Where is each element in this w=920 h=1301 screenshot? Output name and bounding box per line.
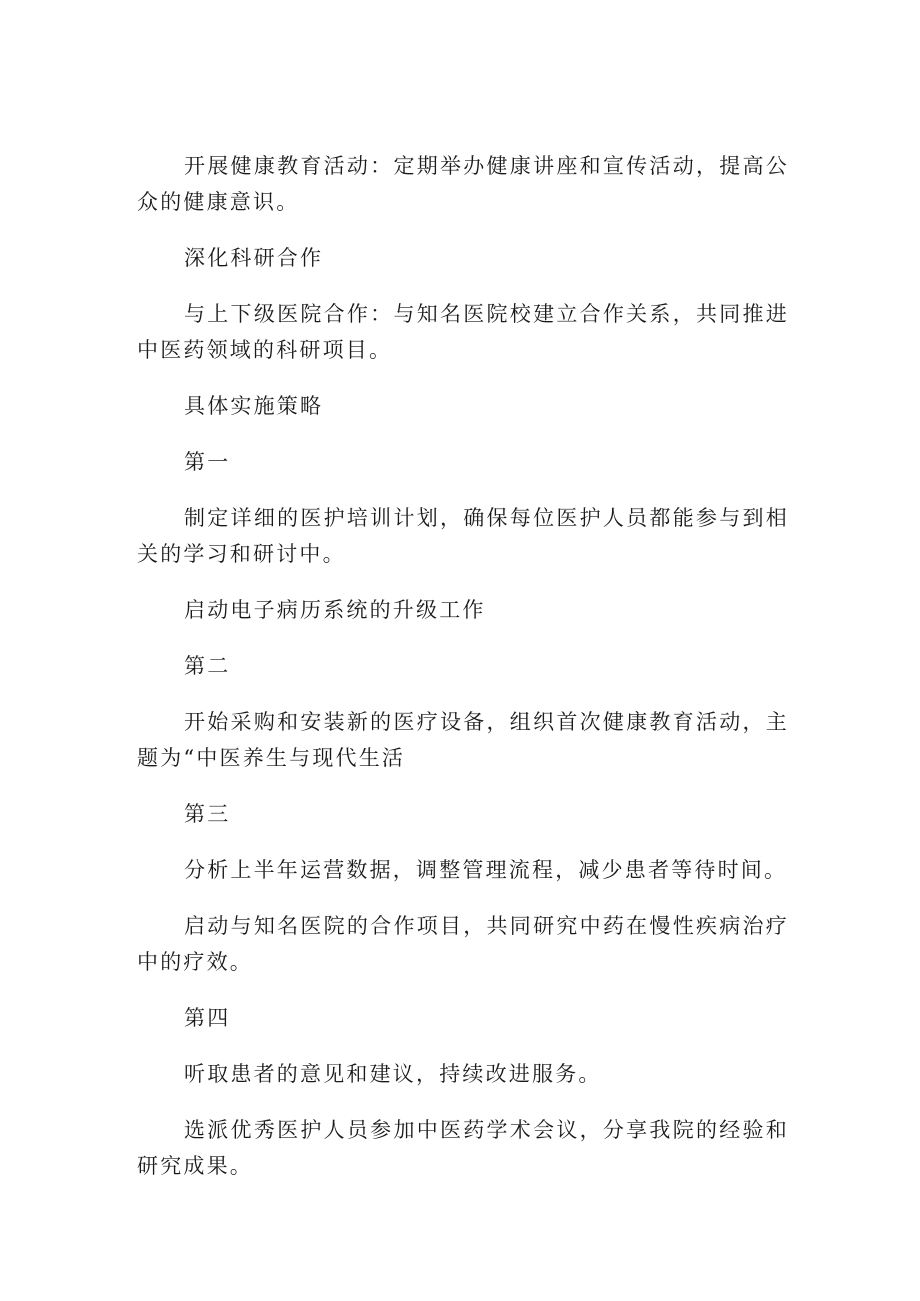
heading-fourth: 第四 [184,1006,231,1030]
paragraph-patient-feedback: 听取患者的意见和建议，持续改进服务。 [184,1062,602,1086]
paragraph-hospital-cooperation: 与上下级医院合作：与知名医院校建立合作关系，共同推进中医药领域的科研项目。 [137,302,789,362]
heading-second: 第二 [184,654,231,678]
heading-third: 第三 [184,802,231,826]
paragraph-operations-analysis: 分析上半年运营数据，调整管理流程，减少患者等待时间。 [184,858,788,882]
paragraph-health-education: 开展健康教育活动：定期举办健康讲座和宣传活动，提高公众的健康意识。 [137,154,789,214]
heading-implementation-strategy: 具体实施策略 [184,394,324,418]
paragraph-training-plan: 制定详细的医护培训计划，确保每位医护人员都能参与到相关的学习和研讨中。 [137,506,789,566]
paragraph-cooperation-project: 启动与知名医院的合作项目，共同研究中药在慢性疾病治疗中的疗效。 [137,914,789,974]
paragraph-equipment-purchase: 开始采购和安装新的医疗设备，组织首次健康教育活动，主题为“中医养生与现代生活 [137,710,789,770]
document-body [137,148,789,1204]
heading-first: 第一 [184,450,231,474]
paragraph-emr-upgrade: 启动电子病历系统的升级工作 [184,598,486,622]
paragraph-academic-conference: 选派优秀医护人员参加中医药学术会议，分享我院的经验和研究成果。 [137,1118,789,1178]
heading-research-cooperation: 深化科研合作 [184,246,324,270]
